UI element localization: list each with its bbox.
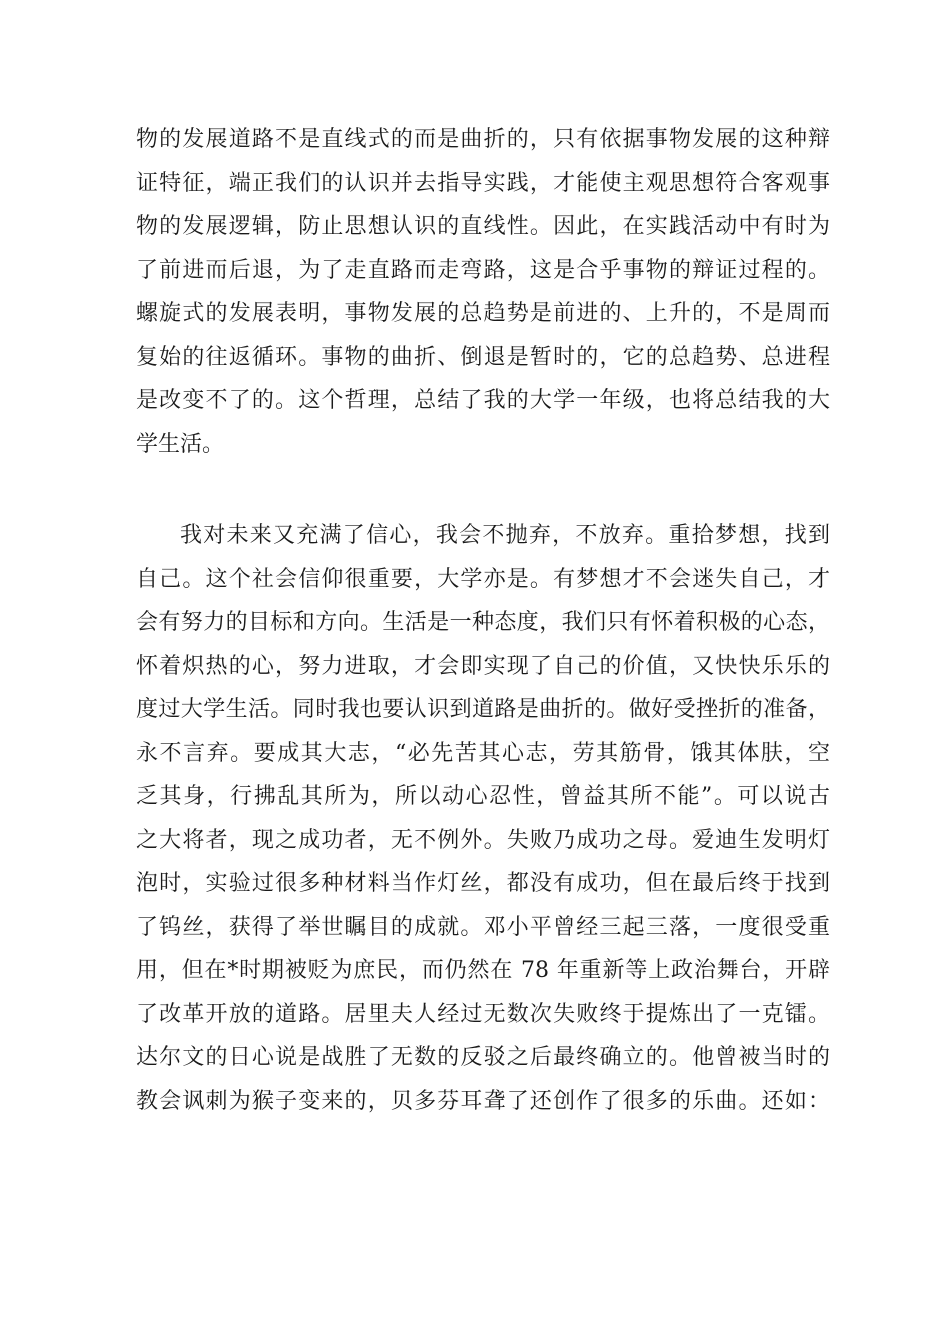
paragraph-line: 泡时，实验过很多种材料当作灯丝，都没有成功，但在最后终于找到	[136, 871, 830, 896]
paragraph-line: 乏其身，行拂乱其所为，所以动心忍性，曾益其所不能”。可以说古	[136, 784, 830, 809]
paragraph-line: 了钨丝，获得了举世瞩目的成就。邓小平曾经三起三落，一度很受重	[136, 914, 830, 940]
paragraph-line: 我对未来又充满了信心，我会不抛弃，不放弃。重拾梦想，找到	[180, 523, 830, 548]
paragraph-line: 物的发展道路不是直线式的而是曲折的，只有依据事物发展的这种辩	[136, 127, 830, 152]
paragraph-line: 教会讽刺为猴子变来的，贝多芬耳聋了还创作了很多的乐曲。还如：	[136, 1088, 830, 1114]
paragraph-line: 永不言弃。要成其大志，“必先苦其心志，劳其筋骨，饿其体肤，空	[136, 740, 830, 766]
paragraph-line: 复始的往返循环。事物的曲折、倒退是暂时的，它的总趋势、总进程	[136, 344, 830, 370]
paragraph-line: 怀着炽热的心，努力进取，才会即实现了自己的价值，又快快乐乐的	[136, 653, 830, 679]
paragraph-line: 会有努力的目标和方向。生活是一种态度，我们只有怀着积极的心态，	[136, 610, 830, 635]
paragraph-line: 了前进而后退，为了走直路而走弯路，这是合乎事物的辩证过程的。	[136, 257, 830, 283]
paragraph-line: 螺旋式的发展表明，事物发展的总趋势是前进的、上升的，不是周而	[136, 301, 830, 326]
paragraph-line: 之大将者，现之成功者，无不例外。失败乃成功之母。爱迪生发明灯	[136, 827, 830, 853]
paragraph-line: 了改革开放的道路。居里夫人经过无数次失败终于提炼出了一克镭。	[136, 1001, 830, 1027]
paragraph-line: 度过大学生活。同时我也要认识到道路是曲折的。做好受挫折的准备，	[136, 697, 830, 722]
paragraph-line: 是改变不了的。这个哲理，总结了我的大学一年级，也将总结我的大	[136, 388, 830, 413]
paragraph-line: 物的发展逻辑，防止思想认识的直线性。因此，在实践活动中有时为	[136, 214, 830, 239]
paragraph-line: 自己。这个社会信仰很重要，大学亦是。有梦想才不会迷失自己，才	[136, 566, 830, 592]
paragraph-line: 学生活。	[136, 431, 225, 457]
paragraph-line: 证特征，端正我们的认识并去指导实践，才能使主观思想符合客观事	[136, 170, 830, 196]
paragraph-2	[136, 514, 830, 1123]
paragraph-line: 达尔文的日心说是战胜了无数的反驳之后最终确立的。他曾被当时的	[136, 1045, 830, 1070]
paragraph-1	[136, 118, 830, 466]
paragraph-line: 用，但在*时期被贬为庶民，而仍然在 78 年重新等上政治舞台，开辟	[136, 958, 830, 983]
